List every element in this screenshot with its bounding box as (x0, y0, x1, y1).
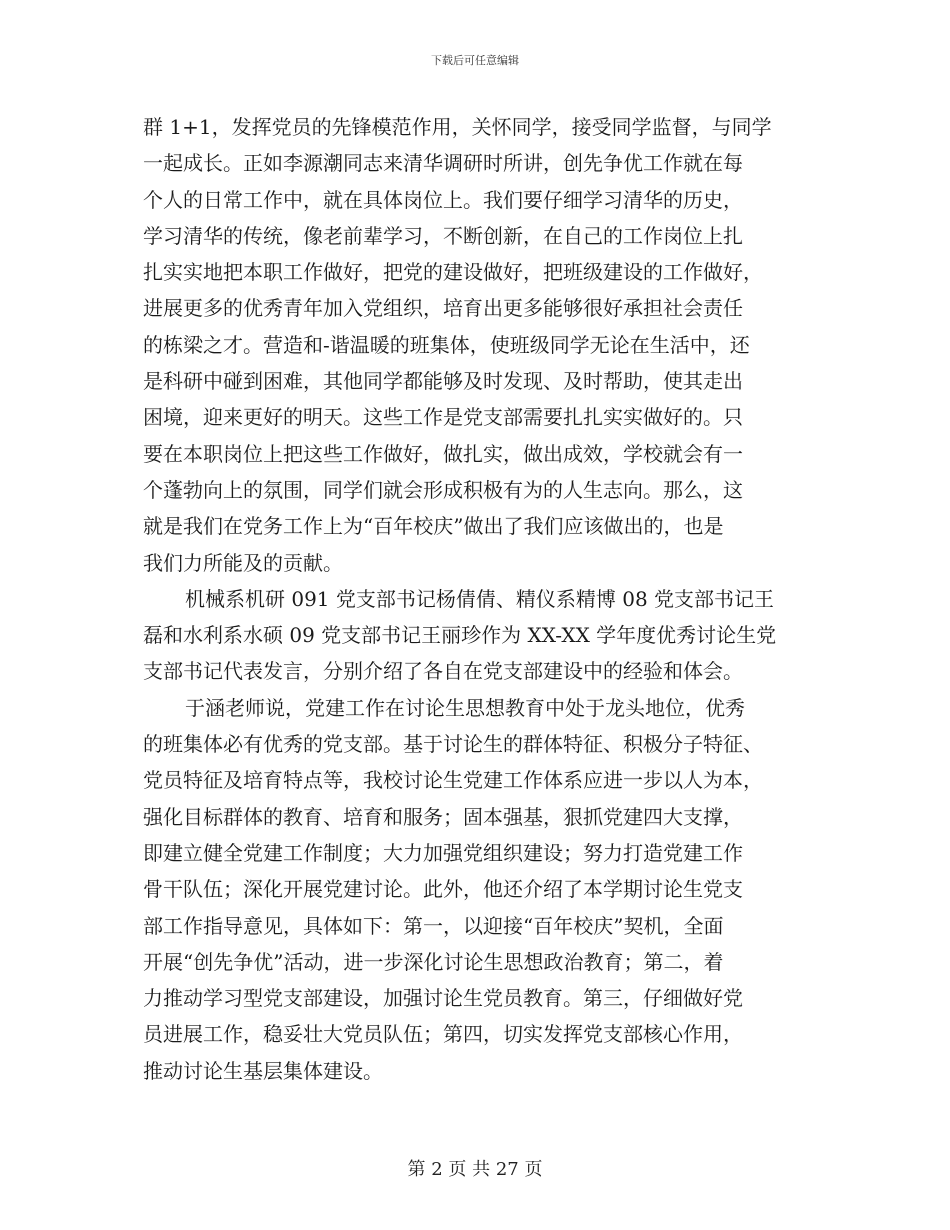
text-line: 强化目标群体的教育、培育和服务；固本强基，狠抓党建四大支撑， (143, 804, 743, 829)
page-number-footer: 第 2 页 共 27 页 (407, 1159, 543, 1180)
text-line: 的栋梁之才。营造和-谐温暖的班集体，使班级同学无论在生活中，还 (143, 332, 750, 357)
text-line: 支部书记代表发言，分别介绍了各自在党支部建设中的经验和体会。 (143, 659, 743, 684)
document-body (143, 109, 813, 1089)
text-line: 力推动学习型党支部建设，加强讨论生党员教育。第三，仔细做好党 (143, 986, 743, 1011)
text-line: 党员特征及培育特点等，我校讨论生党建工作体系应进一步以人为本， (143, 768, 763, 793)
text-line: 开展“创先争优”活动，进一步深化讨论生思想政治教育；第二，着 (143, 949, 724, 974)
text-line: 的班集体必有优秀的党支部。基于讨论生的群体特征、积极分子特征、 (143, 732, 763, 757)
text-line: 困境，迎来更好的明天。这些工作是党支部需要扎扎实实做好的。只 (143, 405, 743, 430)
page-header-note: 下载后可任意编辑 (431, 54, 519, 67)
text-line: 推动讨论生基层集体建设。 (143, 1058, 383, 1083)
text-line: 群 1+1，发挥党员的先锋模范作用，关怀同学，接受同学监督，与同学 (143, 115, 772, 139)
text-line: 就是我们在党务工作上为“百年校庆”做出了我们应该做出的，也是 (143, 514, 724, 539)
text-line-indented: 于涵老师说，党建工作在讨论生思想教育中处于龙头地位，优秀 (185, 695, 745, 720)
text-line: 学习清华的传统，像老前辈学习，不断创新，在自己的工作岗位上扎 (143, 223, 743, 248)
text-line: 骨干队伍；深化开展党建讨论。此外，他还介绍了本学期讨论生党支 (143, 877, 743, 902)
text-line: 个人的日常工作中，就在具体岗位上。我们要仔细学习清华的历史， (143, 187, 743, 212)
text-line: 我们力所能及的贡献。 (143, 550, 343, 575)
text-line: 进展更多的优秀青年加入党组织，培育出更多能够很好承担社会责任 (143, 296, 743, 321)
text-line: 是科研中碰到困难，其他同学都能够及时发现、及时帮助，使其走出 (143, 369, 743, 394)
text-line: 个蓬勃向上的氛围，同学们就会形成积极有为的人生志向。那么，这 (143, 477, 743, 502)
text-line: 要在本职岗位上把这些工作做好，做扎实，做出成效，学校就会有一 (143, 441, 743, 466)
text-line: 扎实实地把本职工作做好，把党的建设做好，把班级建设的工作做好， (143, 260, 763, 285)
text-line: 一起成长。正如李源潮同志来清华调研时所讲，创先争优工作就在每 (143, 151, 743, 176)
text-line-indented: 机械系机研 091 党支部书记杨倩倩、精仪系精博 08 党支部书记王 (185, 586, 775, 611)
text-line: 即建立健全党建工作制度；大力加强党组织建设；努力打造党建工作 (143, 840, 743, 865)
text-line: 部工作指导意见，具体如下：第一，以迎接“百年校庆”契机，全面 (143, 913, 724, 938)
text-line: 磊和水利系水硕 09 党支部书记王丽珍作为 XX-XX 学年度优秀讨论生党 (143, 623, 777, 648)
text-line: 员进展工作，稳妥壮大党员队伍；第四，切实发挥党支部核心作用， (143, 1022, 743, 1047)
